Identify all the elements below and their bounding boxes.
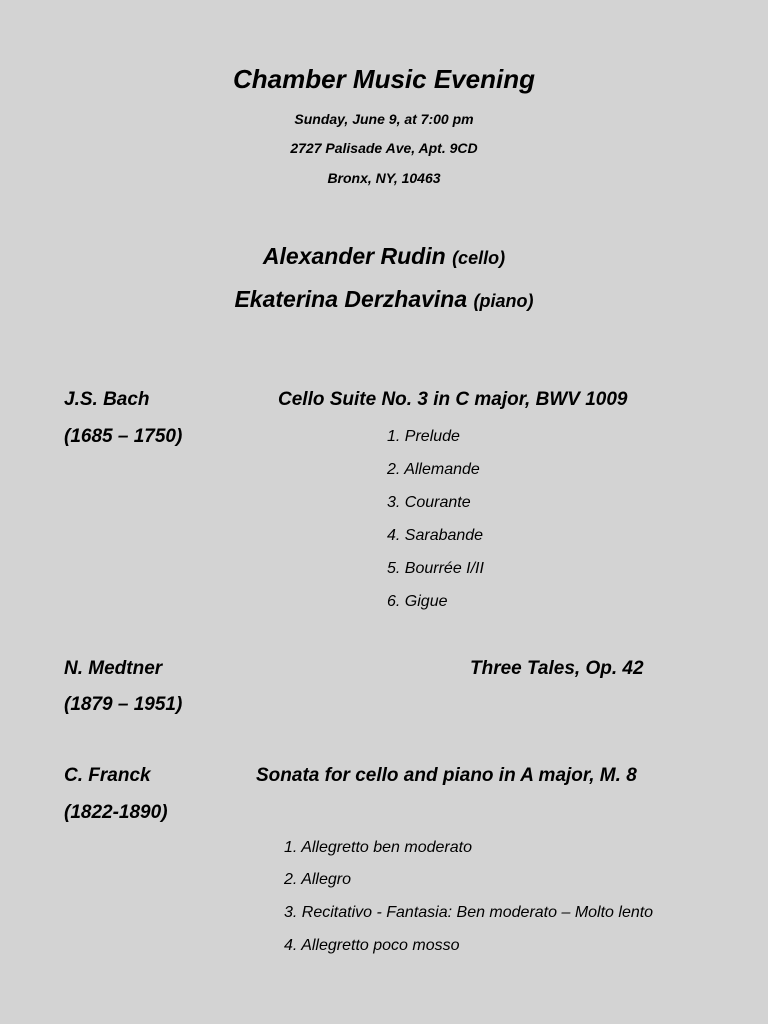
movement-item: 6. Gigue: [387, 593, 448, 610]
event-date: Sunday, June 9, at 7:00 pm: [294, 111, 474, 127]
composer-dates-bach: (1685 – 1750): [64, 426, 183, 447]
work-medtner-three-tales: Three Tales, Op. 42: [470, 658, 644, 679]
composer-franck: C. Franck: [64, 765, 151, 786]
performer-cello: [0, 243, 768, 270]
work-franck-sonata: Sonata for cello and piano in A major, M. 8: [256, 765, 637, 786]
movement-item: 2. Allemande: [387, 461, 480, 478]
work-bach-cello-suite: Cello Suite No. 3 in C major, BWV 1009: [278, 389, 628, 410]
movement-item: 3. Recitativo - Fantasia: Ben moderato – Molto lento: [284, 904, 654, 921]
composer-dates-medtner: (1879 – 1951): [64, 694, 183, 715]
performer-name: Alexander Rudin: [262, 243, 446, 269]
movement-item: 5. Bourrée I/II: [387, 560, 484, 577]
event-address: 2727 Palisade Ave, Apt. 9CD: [290, 140, 478, 156]
page-title: Chamber Music Evening: [233, 64, 535, 94]
movement-item: 1. Prelude: [387, 428, 460, 445]
event-city: Bronx, NY, 10463: [327, 170, 441, 186]
composer-dates-franck: (1822-1890): [64, 802, 168, 823]
movement-item: 1. Allegretto ben moderato: [284, 839, 472, 856]
performer-name: Ekaterina Derzhavina: [234, 286, 468, 312]
movement-item: 2. Allegro: [284, 871, 351, 888]
movement-item: 4. Allegretto poco mosso: [284, 937, 460, 954]
movement-item: 4. Sarabande: [387, 527, 484, 544]
performer-role: (cello): [452, 248, 506, 268]
performer-role: (piano): [473, 291, 534, 311]
composer-medtner: N. Medtner: [64, 658, 163, 679]
movement-item: 3. Courante: [387, 494, 471, 511]
composer-bach: J.S. Bach: [64, 389, 150, 410]
performer-piano: [0, 286, 768, 313]
